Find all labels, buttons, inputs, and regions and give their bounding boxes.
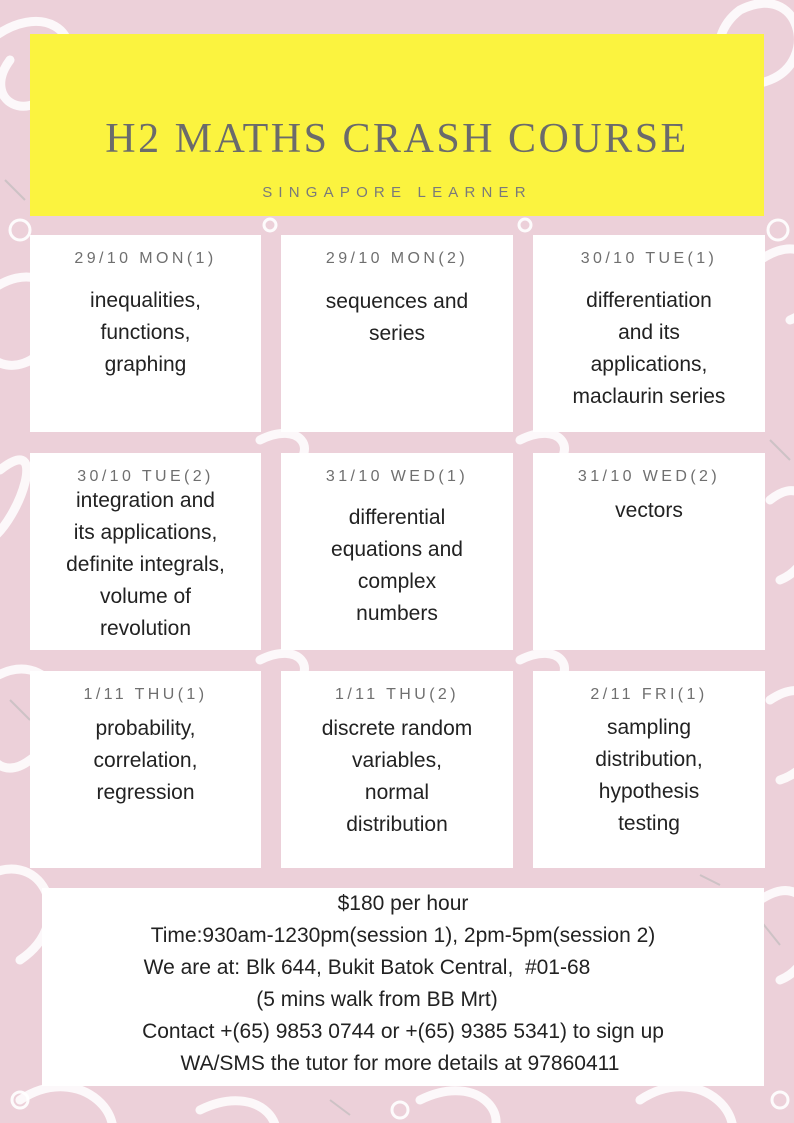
topic-line: vectors — [615, 499, 683, 522]
topic-line: graphing — [104, 353, 187, 376]
topic-line: complex — [357, 570, 437, 593]
topic-line: sequences and — [325, 290, 469, 313]
topic-line: correlation, — [93, 749, 198, 772]
session-date: 1/11 THU(2) — [335, 686, 459, 703]
session-card — [281, 453, 513, 650]
session-card — [30, 671, 261, 868]
session-date: 31/10 WED(1) — [325, 468, 469, 485]
time-text: Time:930am-1230pm(session 1), 2pm-5pm(session 2) — [150, 924, 656, 947]
session-topic — [533, 495, 765, 527]
topic-line: variables, — [352, 749, 442, 772]
session-date: 1/11 THU(1) — [83, 686, 208, 703]
topic-line: testing — [618, 812, 680, 835]
session-card — [30, 453, 261, 650]
topic-line: numbers — [356, 602, 438, 625]
topic-line: sampling — [606, 716, 692, 739]
topic-line: regression — [96, 781, 195, 804]
session-card — [533, 235, 765, 432]
address-text: We are at: Blk 644, Bukit Batok Central, #01-68 — [143, 956, 591, 979]
session-date: 29/10 MON(1) — [74, 250, 217, 267]
topic-line: hypothesis — [598, 780, 700, 803]
session-date: 30/10 TUE(1) — [580, 250, 718, 267]
page-title: H2 MATHS CRASH COURSE — [105, 116, 689, 162]
topic-line: its applications, — [73, 521, 218, 544]
session-topic — [281, 713, 513, 841]
session-date: 29/10 MON(2) — [325, 250, 469, 267]
session-topic — [30, 285, 261, 381]
topic-line: probability, — [95, 717, 196, 740]
topic-line: and its — [618, 321, 680, 344]
topic-line: normal — [364, 781, 430, 804]
topic-line: revolution — [99, 617, 192, 640]
price-text: $180 per hour — [337, 892, 469, 915]
session-card — [281, 671, 513, 868]
topic-line: discrete random — [321, 717, 473, 740]
directions-text: (5 mins walk from BB Mrt) — [256, 988, 498, 1011]
topic-line: differentiation — [586, 289, 712, 312]
topic-line: distribution — [346, 813, 448, 836]
topic-line: definite integrals, — [66, 553, 225, 576]
whatsapp-text: WA/SMS the tutor for more details at 97860411 — [180, 1052, 620, 1075]
topic-line: applications, — [590, 353, 708, 376]
session-card — [30, 235, 261, 432]
session-topic — [281, 502, 513, 630]
session-topic — [533, 712, 765, 840]
topic-line: maclaurin series — [572, 385, 726, 408]
topic-line: volume of — [99, 585, 192, 608]
topic-line: differential — [348, 506, 446, 529]
session-card — [533, 453, 765, 650]
topic-line: series — [368, 322, 426, 345]
session-topic — [533, 285, 765, 413]
session-date: 31/10 WED(2) — [577, 468, 721, 485]
course-info-box — [42, 888, 764, 1086]
session-date: 2/11 FRI(1) — [590, 686, 708, 703]
page-subtitle: SINGAPORE LEARNER — [262, 184, 532, 201]
topic-line: inequalities, — [90, 289, 201, 312]
session-topic — [30, 713, 261, 809]
session-card — [533, 671, 765, 868]
topic-line: distribution, — [595, 748, 703, 771]
topic-line: integration and — [76, 489, 215, 512]
contact-text: Contact +(65) 9853 0744 or +(65) 9385 5341) to sign up — [142, 1020, 664, 1043]
topic-line: equations and — [331, 538, 463, 561]
session-date: 30/10 TUE(2) — [77, 468, 214, 485]
session-card — [281, 235, 513, 432]
topic-line: functions, — [100, 321, 191, 344]
session-topic — [30, 485, 261, 645]
session-topic — [281, 286, 513, 350]
header-banner — [30, 34, 764, 216]
